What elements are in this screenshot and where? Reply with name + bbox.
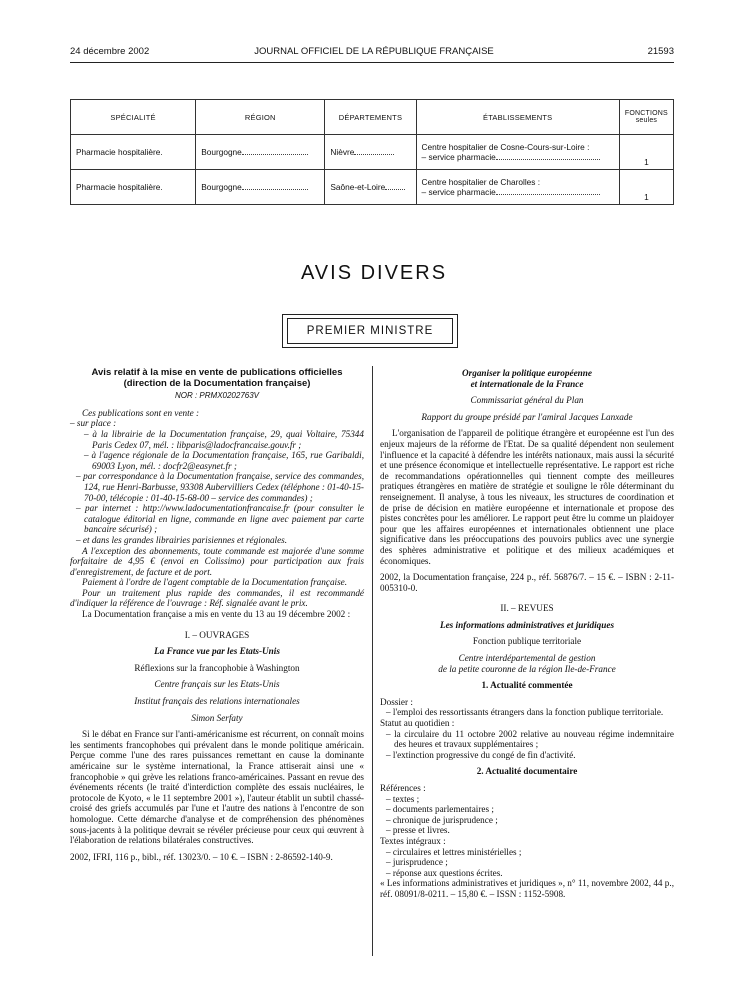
list-item: – par correspondance à la Documentation française, service des commandes, 124, rue Henri-Barbusse, 93308 Aubervilliers Cedex (téléphone : 01-40-15-70-00, télécopie : 01-40-15-68-00 – service des commandes) ; <box>76 471 364 503</box>
table-row <box>71 135 674 170</box>
list-item: – l'emploi des ressortissants étrangers dans la fonction publique territoriale. <box>386 707 664 718</box>
journal-publisher: de la petite couronne de la région Ile-de-France <box>438 663 616 674</box>
report-reference: 2002, la Documentation française, 224 p., réf. 56876/7. – 15 €. – ISBN : 2-11-005310-0. <box>380 572 674 593</box>
list-item: – jurisprudence ; <box>386 857 448 868</box>
header-journal: JOURNAL OFFICIEL DE LA RÉPUBLIQUE FRANÇAISE <box>254 46 494 57</box>
report-title: Organiser la politique européenne <box>462 368 592 378</box>
book-organization: Institut français des relations internationales <box>134 696 300 707</box>
list-label: Statut au quotidien : <box>380 718 455 729</box>
journal-subtitle: Fonction publique territoriale <box>472 636 582 647</box>
sales-intro: Ces publications sont en vente : <box>82 407 200 418</box>
cell-region: Bourgogne <box>196 170 325 205</box>
report-summary: L'organisation de l'appareil de politique étrangère et européenne est l'un des enjeux majeurs de la réforme de l'Etat. De sa qualité dépendent non seulement l'influence et la capacité à défendre les intérêts nationaux, mais aussi la sécurité et une présence économique et intellectuelle représentative. Le rapport est riche de recommandations opérationnelles qui tiennent compte des meilleures pratiques étrangères en matière de stratégie et souligne le rôle déterminant du renseignement. Il analyse, à tous les niveaux, les structures de coordination et de prise de décision en matière européenne et internationale et propose des pistes concrètes pour les améliorer. Le rapport peut être lu comme un plaidoyer pour que les affaires européennes et internationales obtiennent une place significative dans les préoccupations des pouvoirs publics avec une synergie des sphères administrative et politique et des milieux académiques et économiques. <box>380 428 674 566</box>
cell-specialite: Pharmacie hospitalière. <box>71 170 196 205</box>
col-fonctions: FONCTIONS seules <box>619 100 673 135</box>
journal-reference: « Les informations administratives et juridiques », n° 11, novembre 2002, 44 p., réf. 08091/8-0211. – 15,80 €. – ISSN : 1152-5908. <box>380 878 674 899</box>
section-heading: I. – OUVRAGES <box>184 629 250 640</box>
paragraph: A l'exception des abonnements, toute commande est majorée d'une somme forfaitaire de 4,95 € (envoi en Colissimo) pour participation aux frais d'enregistrement, de facture et de port. <box>70 545 364 577</box>
col-etablissements: ÉTABLISSEMENTS <box>416 100 619 135</box>
table-header-row <box>71 100 674 135</box>
list-label: Textes intégraux : <box>380 835 446 846</box>
subsection-heading: 2. Actualité documentaire <box>476 766 578 777</box>
report-author: Rapport du groupe présidé par l'amiral Jacques Lanxade <box>421 411 633 422</box>
cell-departement: Nièvre <box>325 135 416 170</box>
list-item: – à l'agence régionale de la Documentation française, 165, rue Garibaldi, 69003 Lyon, mél. : docfr2@easynet.fr ; <box>84 450 364 471</box>
subsection-heading: 1. Actualité commentée <box>481 680 573 691</box>
cell-fonctions: 1 <box>619 135 673 170</box>
book-organization: Centre français sur les Etats-Unis <box>154 679 280 690</box>
section-heading: II. – REVUES <box>500 603 554 614</box>
right-column <box>380 368 674 900</box>
list-item: – chronique de jurisprudence ; <box>386 814 498 825</box>
col-region: RÉGION <box>196 100 325 135</box>
list-item: – presse et livres. <box>386 825 450 836</box>
cell-region: Bourgogne <box>196 135 325 170</box>
report-organization: Commissariat général du Plan <box>470 395 584 406</box>
list-item: – textes ; <box>386 793 420 804</box>
col-departements: DÉPARTEMENTS <box>325 100 416 135</box>
header-date: 24 décembre 2002 <box>70 46 150 57</box>
paragraph: Pour un traitement plus rapide des commandes, il est recommandé d'indiquer la référence de l'ouvrage : Réf. signalée avant le prix. <box>70 587 364 609</box>
paragraph: La Documentation française a mis en vente du 13 au 19 décembre 2002 : <box>82 609 351 620</box>
cell-specialite: Pharmacie hospitalière. <box>71 135 196 170</box>
list-item: – documents parlementaires ; <box>386 804 494 815</box>
positions-table <box>70 99 674 205</box>
journal-publisher: Centre interdépartemental de gestion <box>458 653 596 664</box>
left-column <box>70 368 364 862</box>
book-series: La France vue par les Etats-Unis <box>154 646 280 657</box>
list-item: – la circulaire du 11 octobre 2002 relative au nouveau régime indemnitaire des heures et travaux supplémentaires ; <box>386 728 674 750</box>
notice-title: Avis relatif à la mise en vente de publications officielles <box>91 367 343 378</box>
list-item: – et dans les grandes librairies parisiennes et régionales. <box>76 534 288 545</box>
nor-reference: NOR : PRMX0202763V <box>174 391 260 401</box>
cell-departement: Saône-et-Loire <box>325 170 416 205</box>
list-item: – l'extinction progressive du congé de fin d'activité. <box>386 749 576 760</box>
paragraph: Paiement à l'ordre de l'agent comptable de la Documentation française. <box>82 577 348 588</box>
list-item: – réponse aux questions écrites. <box>386 867 503 878</box>
section-title: AVIS DIVERS <box>300 262 448 284</box>
list-label: Dossier : <box>380 696 413 707</box>
report-title: et internationale de la France <box>470 378 584 389</box>
cell-etablissement: Centre hospitalier de Charolles : – service pharmacie <box>416 170 619 205</box>
header-rule <box>70 62 674 63</box>
table-row <box>71 170 674 205</box>
notice-subtitle: (direction de la Documentation française) <box>123 377 311 389</box>
book-title: Réflexions sur la francophobie à Washington <box>134 662 300 673</box>
ministry-title: PREMIER MINISTRE <box>287 318 453 344</box>
col-specialite: SPÉCIALITÉ <box>71 100 196 135</box>
header-page: 21593 <box>647 46 674 57</box>
book-reference: 2002, IFRI, 116 p., bibl., réf. 13023/0. – 10 €. – ISBN : 2-86592-140-9. <box>70 851 333 862</box>
list-item: – sur place : <box>70 418 117 429</box>
journal-title: Les informations administratives et juridiques <box>439 619 615 630</box>
list-item: – circulaires et lettres ministérielles ; <box>386 846 522 857</box>
list-label: Références : <box>380 783 426 793</box>
list-item: – à la librairie de la Documentation française, 29, quai Voltaire, 75344 Paris Cedex 07, mél. : libparis@ladocfrancaise.gouv.fr ; <box>84 428 364 450</box>
book-summary: Si le débat en France sur l'anti-américanisme est récurrent, on connaît moins les sentiments francophobes qui prévalent dans le monde politique américain. Perçue comme l'une des rares puissances remettant en cause la dominante américaine sur le système international, la France attiserait ainsi une « francophobie » qui grève les relations franco-américaines. Passant en revue des événements récents (le traité d'interdiction complète des essais nucléaires, le protocole de Kyoto, « le 11 septembre 2001 »), l'auteur établit un subtil chassé-croisé des griefs accumulés par l'une et l'autre des nations à l'encontre de son homologue. Cette démarche d'analyse et de compréhension des phénomènes sous-jacents à la politique devrait se révéler précieuse pour ceux qui œuvrent à l'élaboration de relations bilatérales constructives. <box>70 729 364 846</box>
book-author: Simon Serfaty <box>191 712 243 723</box>
cell-etablissement: Centre hospitalier de Cosne-Cours-sur-Loire : – service pharmacie <box>416 135 619 170</box>
column-divider <box>372 366 373 956</box>
list-item: – par internet : http://www.ladocumentationfrancaise.fr (pour consulter le catalogue éditorial en ligne, commande en ligne avec paiement par carte bancaire sécurisé) ; <box>76 503 364 535</box>
cell-fonctions: 1 <box>619 170 673 205</box>
